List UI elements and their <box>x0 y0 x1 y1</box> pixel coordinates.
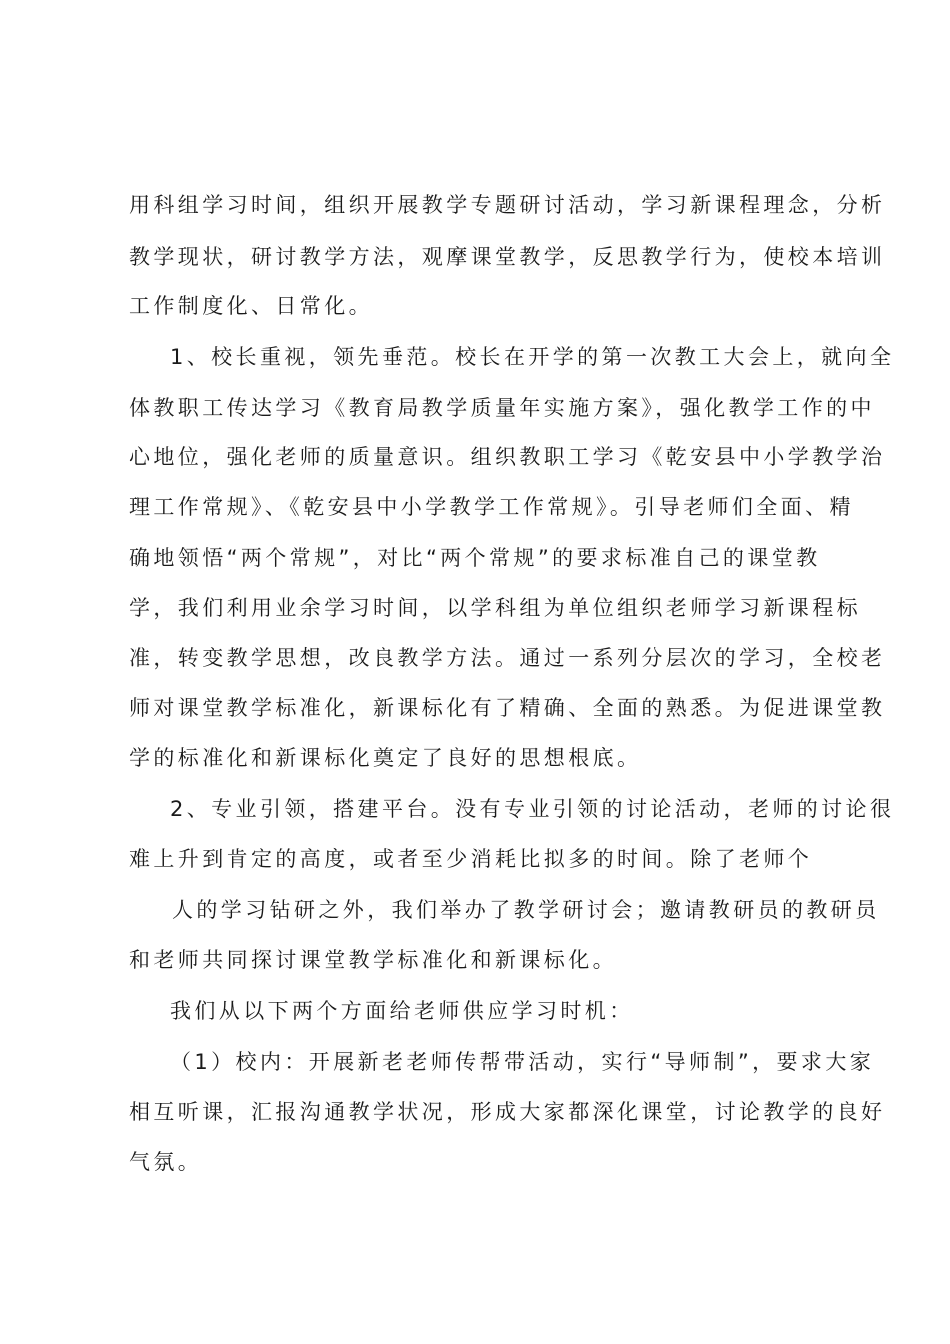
text-line: 气氛。 <box>129 1150 203 1174</box>
text-line: 准，转变教学思想，改良教学方法。通过一系列分层次的学习，全校老 <box>129 646 886 670</box>
text-line: 用科组学习时间，组织开展教学专题研讨活动，学习新课程理念，分析 <box>129 193 886 217</box>
text-line: 和老师共同探讨课堂教学标准化和新课标化。 <box>129 948 617 972</box>
paragraph-3-line: 我们从以下两个方面给老师供应学习时机： <box>170 999 634 1023</box>
text-line: 理工作常规》、《乾安县中小学教学工作常规》。引导老师们全面、精 <box>129 495 854 519</box>
text-line: 确地领悟“两个常规”，对比“两个常规”的要求标准自己的课堂教 <box>129 546 821 570</box>
paragraph-2-first-line: 2、专业引领，搭建平台。没有专业引领的讨论活动，老师的讨论很 <box>170 797 895 821</box>
text-line: 学的标准化和新课标化奠定了良好的思想根底。 <box>129 746 642 770</box>
text-line: 教学现状，研讨教学方法，观摩课堂教学，反思教学行为，使校本培训 <box>129 245 886 269</box>
text-line: 工作制度化、日常化。 <box>129 294 373 318</box>
text-line: 师对课堂教学标准化，新课标化有了精确、全面的熟悉。为促进课堂教 <box>129 696 886 720</box>
text-line: 难上升到肯定的高度，或者至少消耗比拟多的时间。除了老师个 <box>129 847 813 871</box>
text-line: 体教职工传达学习《教育局教学质量年实施方案》，强化教学工作的中 <box>129 396 875 420</box>
text-line: 相互听课，汇报沟通教学状况，形成大家都深化课堂，讨论教学的良好 <box>129 1100 886 1124</box>
paragraph-4-first-line: （1）校内：开展新老老师传帮带活动，实行“导师制”，要求大家 <box>170 1050 875 1074</box>
text-line: 心地位，强化老师的质量意识。组织教职工学习《乾安县中小学教学治 <box>129 445 886 469</box>
text-line: 学，我们利用业余学习时间，以学科组为单位组织老师学习新课程标 <box>129 596 861 620</box>
text-line-indented: 人的学习钻研之外，我们举办了教学研讨会；邀请教研员的教研员 <box>172 898 880 922</box>
paragraph-1-first-line: 1、校长重视，领先垂范。校长在开学的第一次教工大会上，就向全 <box>170 345 895 369</box>
